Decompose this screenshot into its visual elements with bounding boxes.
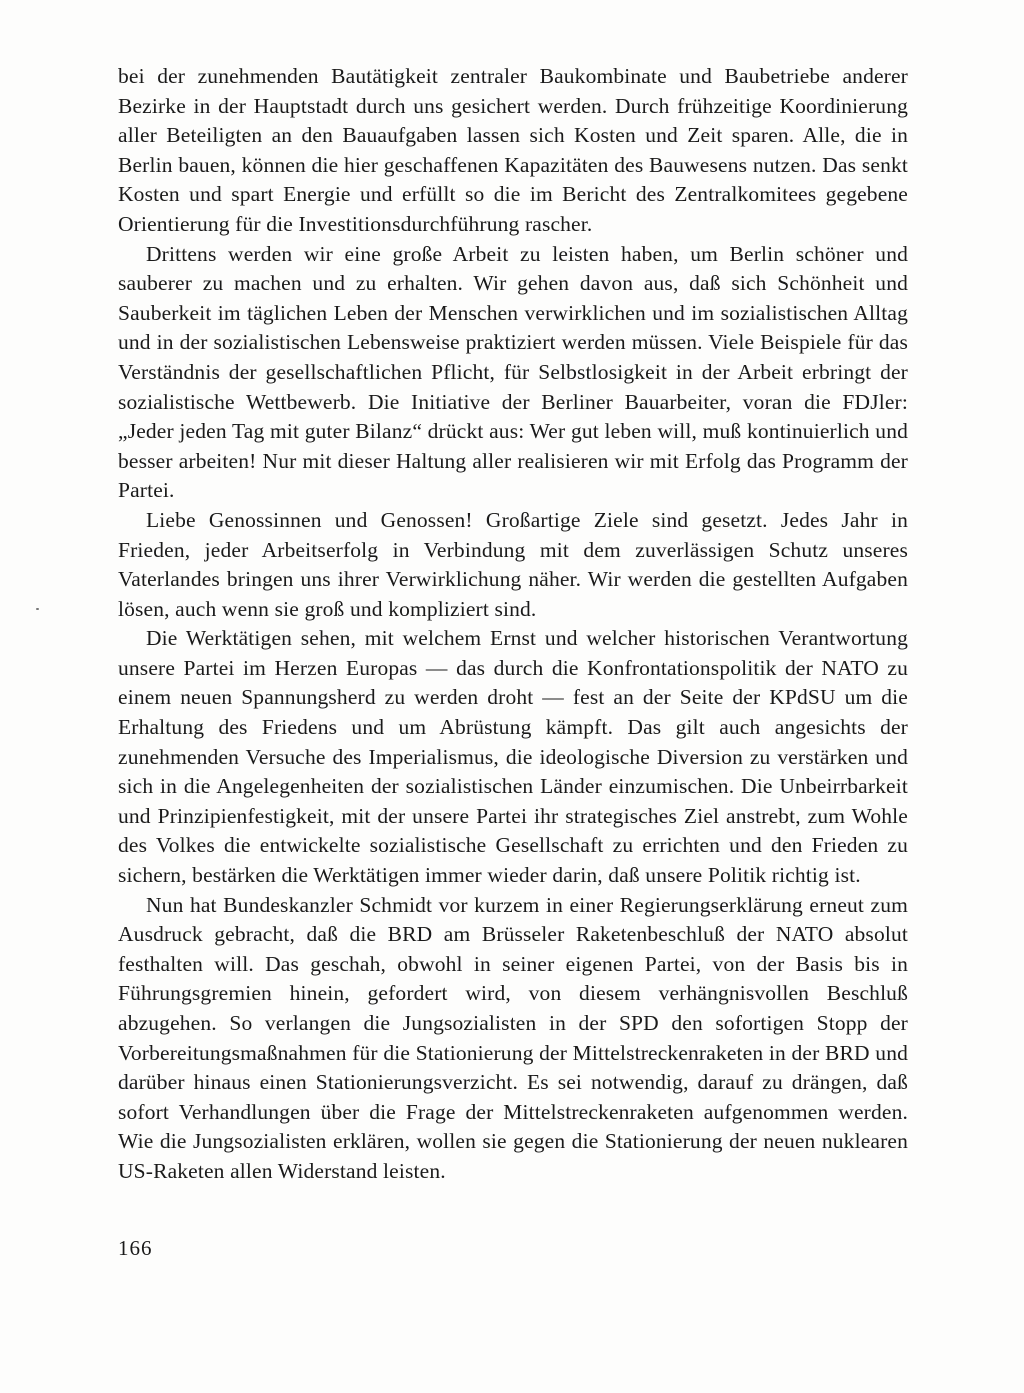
paragraph: Die Werktätigen sehen, mit welchem Ernst und welcher historischen Verantwortung unsere Partei im Herzen Europas — das durch die Konfrontationspolitik der NATO zu einem neuen Spannungsherd zu werden droht — fest an der Seite der KPdSU um die Erhaltung des Friedens und um Abrüstung kämpft. Das gilt auch angesichts der zunehmenden Versuche des Imperialismus, die ideologische Diversion zu verstärken und sich in die Angelegenheiten der sozialistischen Länder einzumischen. Die Unbeirrbarkeit und Prinzipienfestigkeit, mit der unsere Partei ihr strategisches Ziel anstrebt, zum Wohle des Volkes die entwickelte sozialistische Gesellschaft zu errichten und den Frieden zu sichern, bestärken die Werktätigen immer wieder darin, daß unsere Politik richtig ist. [118, 626, 908, 888]
paragraph: Nun hat Bundeskanzler Schmidt vor kurzem in einer Regierungserklärung erneut zum Ausdruck gebracht, daß die BRD am Brüsseler Raketenbeschluß der NATO absolut festhalten will. Das geschah, obwohl in seiner eigenen Partei, von der Basis bis in Führungsgremien hinein, gefordert wird, von diesem verhängnisvollen Beschluß abzugehen. So verlangen die Jungsozialisten in der SPD den sofortigen Stopp der Vorbereitungsmaßnahmen für die Stationierung der Mittelstreckenraketen in der BRD und darüber hinaus einen Stationierungsverzicht. Es sei notwendig, darauf zu drängen, daß sofort Verhandlungen über die Frage der Mittelstreckenraketen aufgenommen werden. Wie die Jungsozialisten erklären, wollen sie gegen die Stationierung der neuen nuklearen US-Raketen allen Widerstand leisten. [118, 892, 908, 1183]
paragraph: Liebe Genossinnen und Genossen! Großartige Ziele sind gesetzt. Jedes Jahr in Frieden, jeder Arbeitserfolg in Verbindung mit dem zuverlässigen Schutz unseres Vaterlandes bringen uns ihrer Verwirklichung näher. Wir werden die gestellten Aufgaben lösen, auch wenn sie groß und kompliziert sind. [118, 507, 908, 621]
paragraph: Drittens werden wir eine große Arbeit zu leisten haben, um Berlin schöner und sauberer zu machen und zu erhalten. Wir gehen davon aus, daß sich Schönheit und Sauberkeit im täglichen Leben der Menschen verwirklichen und im sozialistischen Alltag und in der sozialistischen Lebensweise praktiziert werden müssen. Viele Beispiele für das Verständnis der gesellschaftlichen Pflicht, für Selbstlosigkeit in der Arbeit erbringt der sozialistische Wettbewerb. Die Initiative der Berliner Bauarbeiter, voran die FDJler: „Jeder jeden Tag mit guter Bilanz“ drückt aus: Wer gut leben will, muß kontinuierlich und besser arbeiten! Nur mit dieser Haltung aller realisieren wir mit Erfolg das Programm der Partei. [118, 241, 908, 503]
body-text [118, 62, 908, 1187]
page-number: 166 [118, 1236, 153, 1260]
paragraph: bei der zunehmenden Bautätigkeit zentraler Baukombinate und Baubetriebe anderer Bezirke in der Hauptstadt durch uns gesichert werden. Durch frühzeitige Koordinierung aller Beteiligten an den Bauaufgaben lassen sich Kosten und Zeit sparen. Alle, die in Berlin bauen, können die hier geschaffenen Kapazitäten des Bauwesens nutzen. Das senkt Kosten und spart Energie und erfüllt so die im Bericht des Zentralkomitees gegebene Orientierung für die Investitionsdurchführung rascher. [118, 64, 908, 236]
margin-mark [36, 608, 39, 610]
